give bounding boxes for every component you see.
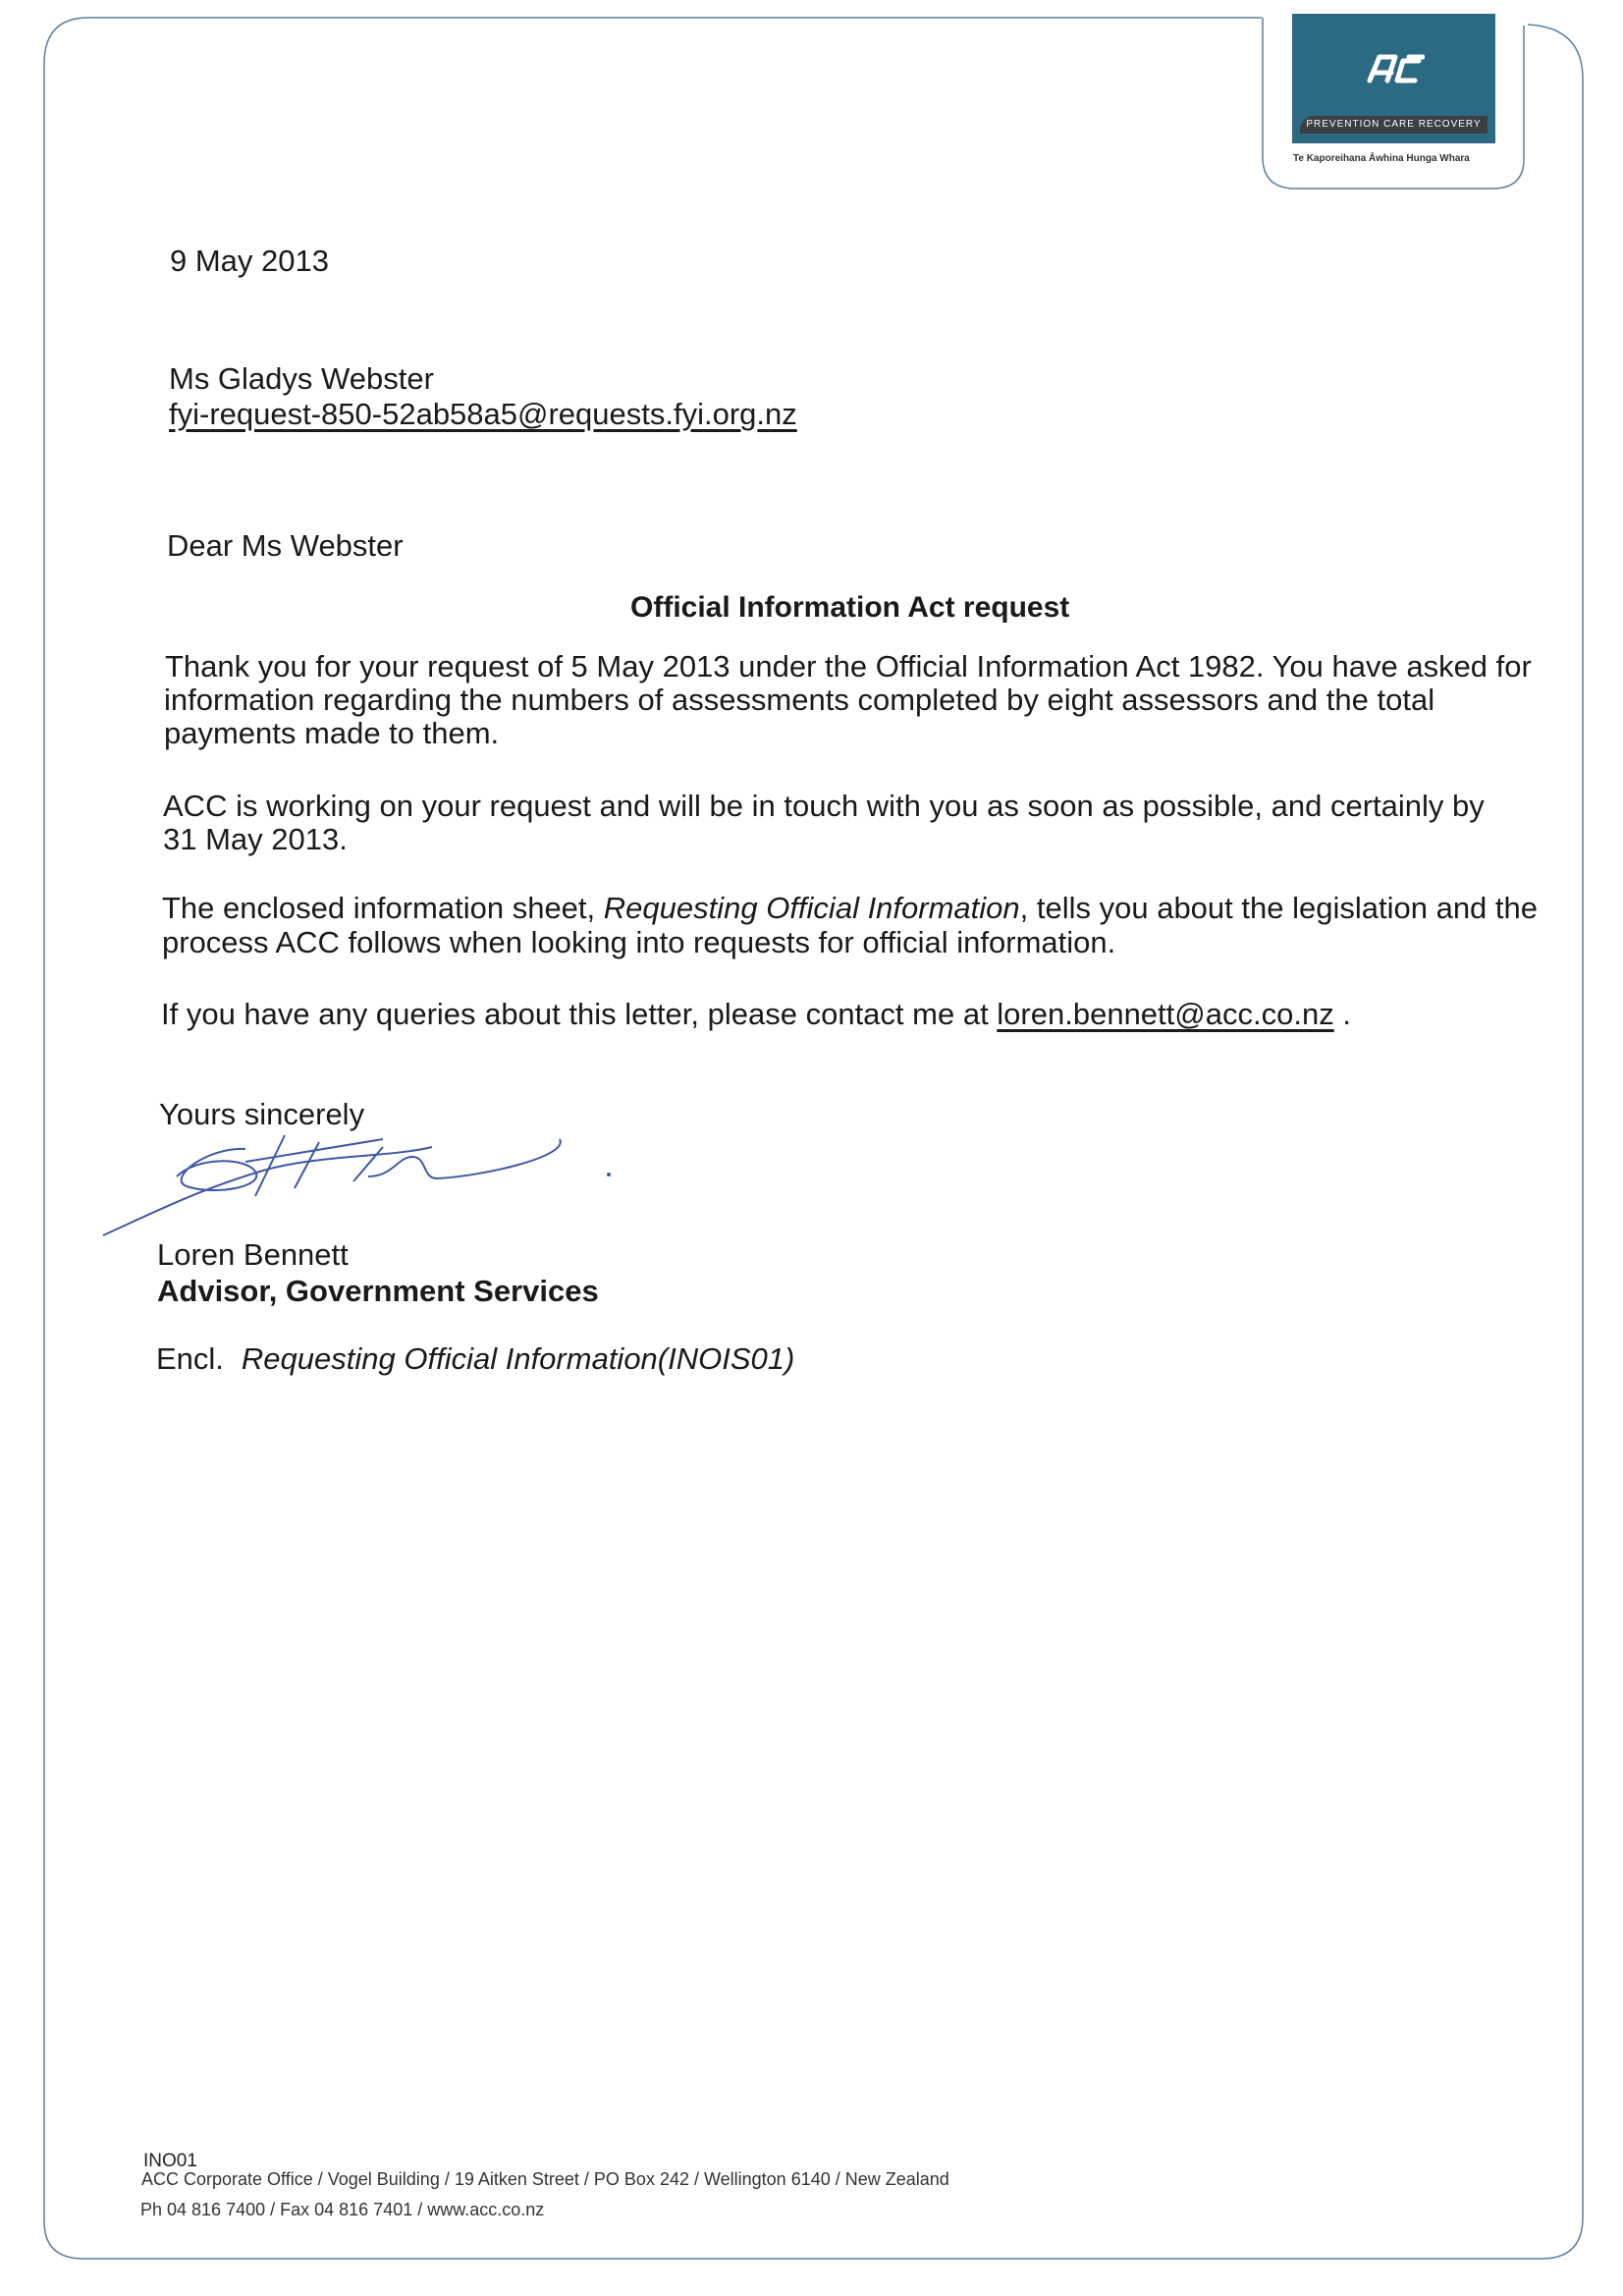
paragraph-1-line: Thank you for your request of 5 May 2013 under the Official Information Act 1982. You have asked for [165,649,1532,683]
footer-contact: Ph 04 816 7400 / Fax 04 816 7401 / www.acc.co.nz [140,2200,545,2219]
signer-title: Advisor, Government Services [157,1274,599,1308]
recipient-name: Ms Gladys Webster [169,361,434,396]
paragraph-1-line: information regarding the numbers of assessments completed by eight assessors and the total [164,683,1435,717]
salutation: Dear Ms Webster [167,528,404,563]
subject-heading: Official Information Act request [630,591,1070,624]
contact-email-link[interactable]: loren.bennett@acc.co.nz [997,997,1334,1031]
paragraph-3-suffix: , tells you about the legislation and the [1019,891,1539,925]
enclosure-document: Requesting Official Information(INOIS01) [241,1341,795,1376]
footer-address: ACC Corporate Office / Vogel Building / 19 Aitken Street / PO Box 242 / Wellington 6140 / New Zealand [141,2169,949,2189]
paragraph-2-line: 31 May 2013. [163,822,348,856]
document-code: INO01 [143,2151,197,2171]
logo-maori-name: Te Kaporeihana Āwhina Hunga Whara [1293,153,1470,164]
acc-logo-mark [1366,51,1425,84]
acc-logo [1292,14,1495,143]
paragraph-3-prefix: The enclosed information sheet, [162,891,604,925]
paragraph-3-line-2: process ACC follows when looking into requests for official information. [162,925,1116,959]
paragraph-4 [161,999,1351,1029]
enclosure-line [156,1343,794,1374]
paragraph-4-suffix: . [1333,997,1351,1031]
paragraph-2-line: ACC is working on your request and will be in touch with you as soon as possible, and certainly by [163,789,1485,823]
paragraph-1-line: payments made to them. [164,716,500,750]
letter-date: 9 May 2013 [170,244,329,278]
signature [98,1118,628,1255]
closing: Yours sincerely [159,1097,365,1131]
info-sheet-title: Requesting Official Information [603,891,1020,925]
enclosure-label: Encl. [156,1341,224,1376]
paragraph-3-line-1 [162,893,1538,923]
recipient-email[interactable]: fyi-request-850-52ab58a5@requests.fyi.org.nz [169,397,797,431]
logo-tagline: PREVENTION CARE RECOVERY [1300,116,1488,134]
paragraph-4-prefix: If you have any queries about this letter, please contact me at [161,997,998,1031]
signer-name: Loren Bennett [157,1237,349,1272]
